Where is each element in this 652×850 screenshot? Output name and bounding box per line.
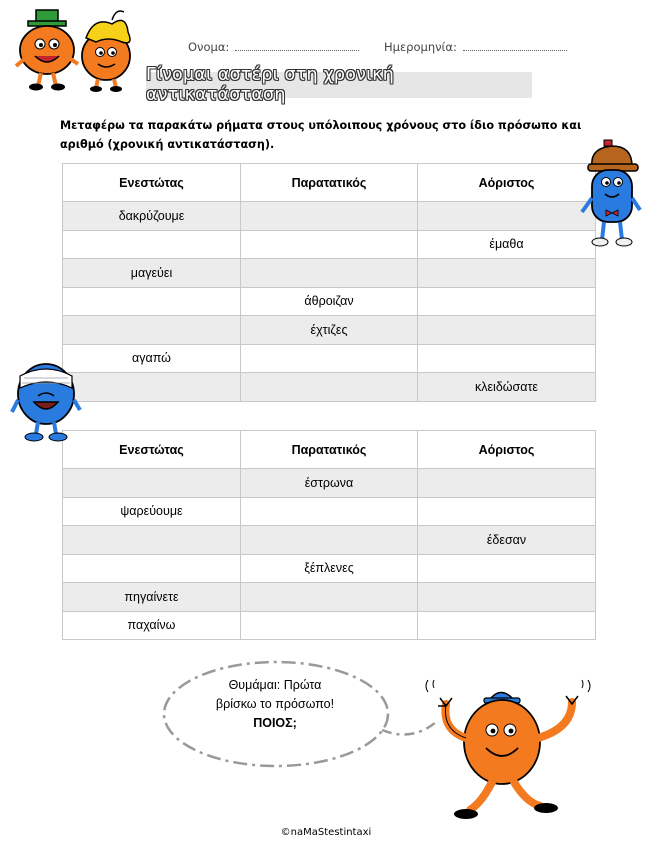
speech-bubble-text <box>160 676 390 733</box>
name-field[interactable] <box>188 40 359 54</box>
answer-cell[interactable] <box>241 259 418 288</box>
orange-character-cap-icon <box>426 680 590 819</box>
date-field[interactable] <box>384 40 567 54</box>
orange-character-illustration <box>422 678 612 828</box>
verb-table-1 <box>62 163 596 402</box>
answer-cell[interactable] <box>418 287 596 316</box>
table-header-row <box>63 164 596 202</box>
verb-cell: κλειδώσατε <box>418 373 596 402</box>
table-row <box>63 230 596 259</box>
table-row <box>63 554 596 583</box>
answer-cell[interactable] <box>241 526 418 555</box>
name-label: Ονομα: <box>188 40 230 54</box>
table-row <box>63 344 596 373</box>
orange-character-yellow-hair-icon <box>82 11 130 92</box>
bubble-line-1: Θυμάμαι: Πρώτα <box>228 678 322 692</box>
blue-bandaged-character-illustration <box>10 354 82 444</box>
table-row <box>63 259 596 288</box>
answer-cell[interactable] <box>241 230 418 259</box>
column-header: Ενεστώτας <box>63 431 241 469</box>
answer-cell[interactable] <box>241 497 418 526</box>
answer-cell[interactable] <box>418 611 596 640</box>
answer-cell[interactable] <box>241 583 418 612</box>
table-row <box>63 202 596 231</box>
blue-character-hat-illustration <box>578 138 648 252</box>
answer-cell[interactable] <box>241 611 418 640</box>
verb-cell: μαγεύει <box>63 259 241 288</box>
answer-cell[interactable] <box>418 469 596 498</box>
answer-cell[interactable] <box>418 316 596 345</box>
answer-cell[interactable] <box>63 526 241 555</box>
instructions: Μεταφέρω τα παρακάτω ρήματα στους υπόλοιπους χρόνους στο ίδιο πρόσωπο και αριθμό (χρονική αντικατάσταση). <box>60 119 582 151</box>
column-header: Παρατατικός <box>241 164 418 202</box>
verb-cell: έχτιζες <box>241 316 418 345</box>
verb-cell: πηγαίνετε <box>63 583 241 612</box>
verb-cell: άθροιζαν <box>241 287 418 316</box>
footer-credit: ©naMaStestintaxi <box>280 827 372 838</box>
verb-cell: αγαπώ <box>63 344 241 373</box>
table-row <box>63 316 596 345</box>
column-header: Ενεστώτας <box>63 164 241 202</box>
bubble-line-2: βρίσκω το πρόσωπο! <box>215 697 335 711</box>
answer-cell[interactable] <box>418 583 596 612</box>
answer-cell[interactable] <box>241 344 418 373</box>
column-header: Αόριστος <box>418 431 596 469</box>
answer-cell[interactable] <box>241 373 418 402</box>
answer-cell[interactable] <box>63 287 241 316</box>
answer-cell[interactable] <box>418 202 596 231</box>
orange-character-icon <box>16 10 78 91</box>
verb-cell: παχαίνω <box>63 611 241 640</box>
table-row <box>63 611 596 640</box>
column-header: Παρατατικός <box>241 431 418 469</box>
verb-table-2 <box>62 430 596 640</box>
answer-cell[interactable] <box>418 497 596 526</box>
answer-cell[interactable] <box>63 469 241 498</box>
answer-cell[interactable] <box>63 373 241 402</box>
characters-illustration-top-left <box>8 6 138 92</box>
name-line[interactable] <box>235 40 359 51</box>
verb-cell: έδεσαν <box>418 526 596 555</box>
answer-cell[interactable] <box>63 316 241 345</box>
verb-cell: έστρωνα <box>241 469 418 498</box>
title-banner <box>146 65 532 105</box>
verb-cell: ψαρεύουμε <box>63 497 241 526</box>
table-row <box>63 373 596 402</box>
table-row <box>63 287 596 316</box>
verb-cell: δακρύζουμε <box>63 202 241 231</box>
answer-cell[interactable] <box>418 259 596 288</box>
table-row <box>63 497 596 526</box>
column-header: Αόριστος <box>418 164 596 202</box>
answer-cell[interactable] <box>418 344 596 373</box>
date-label: Ημερομηνία: <box>384 40 457 54</box>
blue-bandaged-character-icon <box>12 364 80 441</box>
verb-cell: έμαθα <box>418 230 596 259</box>
answer-cell[interactable] <box>241 202 418 231</box>
verb-cell: ξέπλενες <box>241 554 418 583</box>
page-title: Γίνομαι αστέρι στη χρονική αντικατάσταση <box>146 65 395 105</box>
blue-character-hat-icon <box>582 140 640 246</box>
answer-cell[interactable] <box>63 230 241 259</box>
bubble-line-3: ΠΟΙΟΣ; <box>253 716 297 730</box>
answer-cell[interactable] <box>418 554 596 583</box>
answer-cell[interactable] <box>63 554 241 583</box>
table-row <box>63 526 596 555</box>
table-row <box>63 469 596 498</box>
table-header-row <box>63 431 596 469</box>
table-row <box>63 583 596 612</box>
date-line[interactable] <box>463 40 567 51</box>
